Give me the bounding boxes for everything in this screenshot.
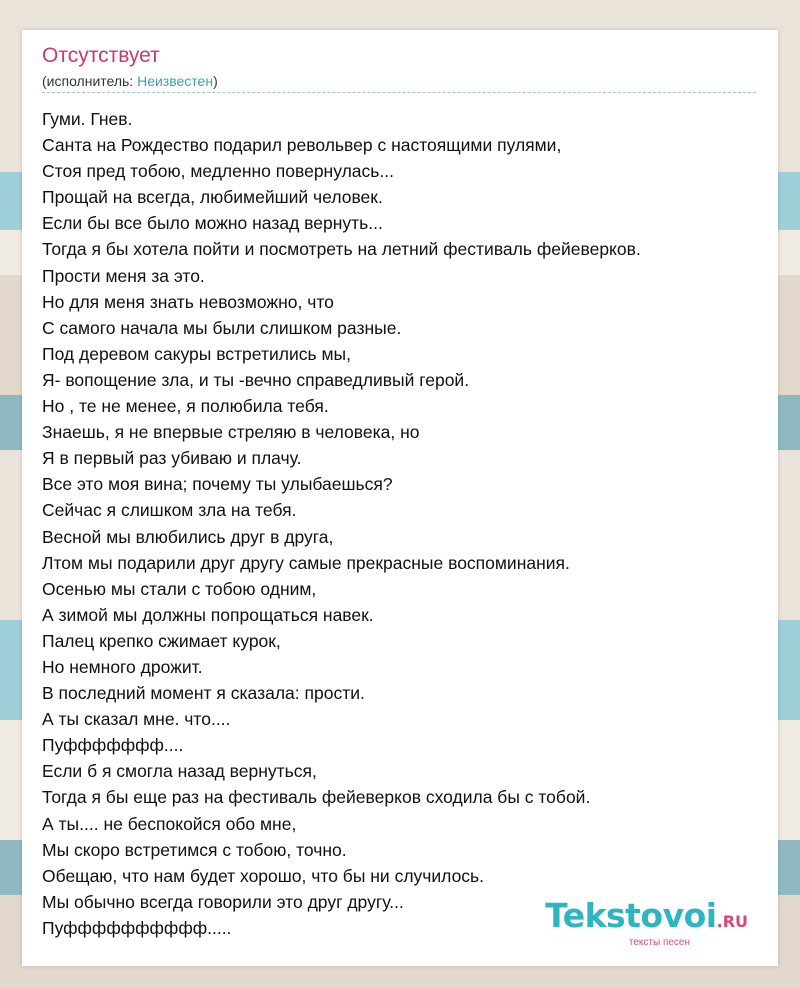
- lyrics-card: [22, 30, 778, 966]
- lyric-line: Стоя пред тобою, медленно повернулась...: [42, 161, 394, 182]
- lyric-line: Прости меня за это.: [42, 265, 205, 286]
- lyric-line: Все это моя вина; почему ты улыбаешься?: [42, 474, 393, 495]
- lyric-line: Знаешь, я не впервые стреляю в человека, но: [42, 422, 420, 443]
- lyric-line: Осенью мы стали с тобою одним,: [42, 578, 317, 599]
- lyric-line: А ты сказал мне. что....: [42, 709, 231, 730]
- lyric-line: Я в первый раз убиваю и плачу.: [42, 448, 302, 469]
- lyric-line: Обещаю, что нам будет хорошо, что бы ни случилось.: [42, 865, 485, 886]
- lyric-line: Если б я смогла назад вернуться,: [42, 761, 317, 782]
- lyric-line: Пуфффффффффф.....: [42, 917, 232, 938]
- song-title: Отсутствует: [42, 44, 160, 67]
- lyric-line: Палец крепко сжимает курок,: [42, 630, 281, 651]
- lyric-line: Я- вопощение зла, и ты -вечно справедливый герой.: [42, 369, 470, 390]
- lyric-line: Если бы все было можно назад вернуть...: [42, 213, 383, 234]
- performer-link[interactable]: Неизвестен: [137, 73, 214, 89]
- lyric-line: Тогда я бы еще раз на фестиваль фейеверков сходила бы с тобой.: [42, 787, 591, 808]
- site-logo[interactable]: [545, 896, 748, 948]
- lyric-line: Пуффффффф....: [42, 735, 184, 756]
- lyric-line: Но , те не менее, я полюбила тебя.: [42, 396, 329, 417]
- lyric-line: С самого начала мы были слишком разные.: [42, 317, 402, 338]
- lyric-line: Но немного дрожит.: [42, 656, 203, 677]
- lyric-line: Сейчас я слишком зла на тебя.: [42, 500, 297, 521]
- lyric-line: Но для меня знать невозможно, что: [42, 291, 334, 312]
- lyric-line: Тогда я бы хотела пойти и посмотреть на летний фестиваль фейеверков.: [42, 239, 641, 260]
- logo-wordmark: [545, 896, 748, 939]
- logo-tagline: тексты песен: [628, 937, 690, 948]
- header-divider: [42, 92, 756, 93]
- lyric-line: Санта на Рождество подарил револьвер с настоящими пулями,: [42, 135, 562, 156]
- lyric-line: Под деревом сакуры встретились мы,: [42, 343, 351, 364]
- logo-name: Tekstovoi: [545, 896, 717, 935]
- lyric-line: Гуми. Гнев.: [42, 109, 133, 129]
- logo-tld: .RU: [716, 912, 748, 931]
- lyric-line: Прощай на всегда, любимейший человек.: [42, 187, 383, 208]
- lyric-line: Мы скоро встретимся с тобою, точно.: [42, 839, 347, 860]
- performer-prefix: (исполнитель:: [42, 73, 138, 89]
- performer-line: [42, 73, 218, 89]
- lyric-line: Мы обычно всегда говорили это друг другу...: [42, 891, 404, 912]
- lyric-line: В последний момент я сказала: прости.: [42, 683, 365, 704]
- lyric-line: А ты.... не беспокойся обо мне,: [42, 813, 297, 834]
- lyrics-list: [42, 106, 758, 941]
- lyric-line: Лтом мы подарили друг другу самые прекрасные воспоминания.: [42, 552, 570, 573]
- lyric-line: А зимой мы должны попрощаться навек.: [42, 604, 374, 625]
- performer-suffix: ): [213, 73, 218, 89]
- lyric-line: Весной мы влюбились друг в друга,: [42, 526, 334, 547]
